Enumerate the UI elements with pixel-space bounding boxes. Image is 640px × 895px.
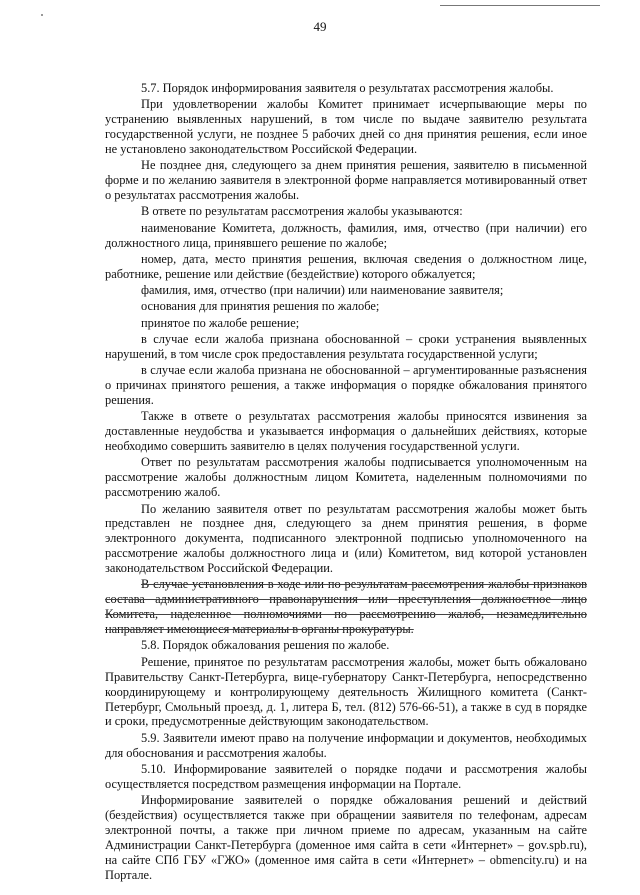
paragraph: Ответ по результатам рассмотрения жалобы подписывается уполномоченным на рассмотрение жалобы должностным лицом Комитета, наделенным полномочиями по рассмотрению жалоб. <box>105 455 587 500</box>
top-rule-line <box>440 5 600 6</box>
paragraph: В ответе по результатам рассмотрения жалобы указываются: <box>141 204 463 219</box>
paragraph: Не позднее дня, следующего за днем принятия решения, заявителю в письменной форме и по желанию заявителя в электронной форме направляется мотивированный ответ о результатах рассмотрения жалобы. <box>105 158 587 203</box>
paragraph-section-5-10: 5.10. Информирование заявителей о порядке подачи и рассмотрения жалобы осуществляется посредством размещения информации на Портале. <box>105 761 587 791</box>
paragraph-section-5-7-heading: 5.7. Порядок информирования заявителя о результатах рассмотрения жалобы. <box>141 81 554 95</box>
list-item: основания для принятия решения по жалобе; <box>141 299 380 314</box>
paragraph-section-5-8-heading: 5.8. Порядок обжалования решения по жалобе. <box>141 638 390 653</box>
list-item: номер, дата, место принятия решения, включая сведения о должностном лице, работнике, решение или действие (бездействие) которого обжалуется; <box>105 251 587 281</box>
document-body <box>105 81 587 884</box>
paragraph-section-5-9: 5.9. Заявители имеют право на получение информации и документов, необходимых для обоснования и рассмотрения жалобы. <box>105 730 587 760</box>
list-item: в случае если жалоба признана обоснованной – сроки устранения выявленных нарушений, в том числе срок предоставления результата государственной услуги; <box>105 332 587 361</box>
paragraph-struck-through: В случае установления в ходе или по результатам рассмотрения жалобы признаков состава административного правонарушения или преступления должностное лицо Комитета, наделенное полномочиями по рассмотрению жалоб, незамедлительно направляет имеющиеся материалы в органы прокуратуры. <box>105 577 587 637</box>
scan-speck <box>41 14 43 16</box>
list-item: фамилия, имя, отчество (при наличии) или наименование заявителя; <box>141 283 504 298</box>
paragraph: Решение, принятое по результатам рассмотрения жалобы, может быть обжаловано Правительству Санкт-Петербурга, вице-губернатору Санкт-Петербурга, непосредственно координирующему и контролирующему деятельность Жилищного комитета (Санкт-Петербург, Смольный проезд, д. 1, литера Б, тел. (812) 576-66-51), а также в суд в порядке и сроки, предусмотренные действующим законодательством. <box>105 654 587 729</box>
paragraph: Также в ответе о результатах рассмотрения жалобы приносятся извинения за доставленные неудобства и указывается информация о дальнейших действиях, которые необходимо совершить заявителю в целях получения государственной услуги. <box>105 409 587 454</box>
paragraph: По желанию заявителя ответ по результатам рассмотрения жалобы может быть представлен не позднее дня, следующего за днем принятия решения, в форме электронного документа, подписанного электронной подписью уполномоченного на рассмотрение жалобы должностного лица и (или) Комитетом, вид которой установлен законодательством Российской Федерации. <box>105 501 587 576</box>
paragraph: Информирование заявителей о порядке обжалования решений и действий (бездействия) осуществляется также при обращении заявителя по телефонам, адресам электронной почты, а также при личном приеме по адресам, указанным на сайте Администрации Санкт-Петербурга (доменное имя сайта в сети «Интернет» – gov.spb.ru), на сайте СПб ГБУ «ГЖО» (доменное имя сайта в сети «Интернет» – obmencity.ru) и на Портале. <box>105 793 587 882</box>
list-item: наименование Комитета, должность, фамилия, имя, отчество (при наличии) его должностного лица, принявшего решение по жалобе; <box>105 220 587 250</box>
paragraph: При удовлетворении жалобы Комитет принимает исчерпывающие меры по устранению выявленных нарушений, в том числе по выдаче заявителю результата государственной услуги, не позднее 5 рабочих дней со дня принятия решения, если иное не установлено законодательством Российской Федерации. <box>105 97 587 157</box>
list-item: принятое по жалобе решение; <box>141 315 300 330</box>
list-item: в случае если жалоба признана не обоснованной – аргументированные разъяснения о причинах принятого решения, а также информация о порядке обжалования принятого решения. <box>105 363 587 408</box>
page-number: 49 <box>313 19 327 34</box>
